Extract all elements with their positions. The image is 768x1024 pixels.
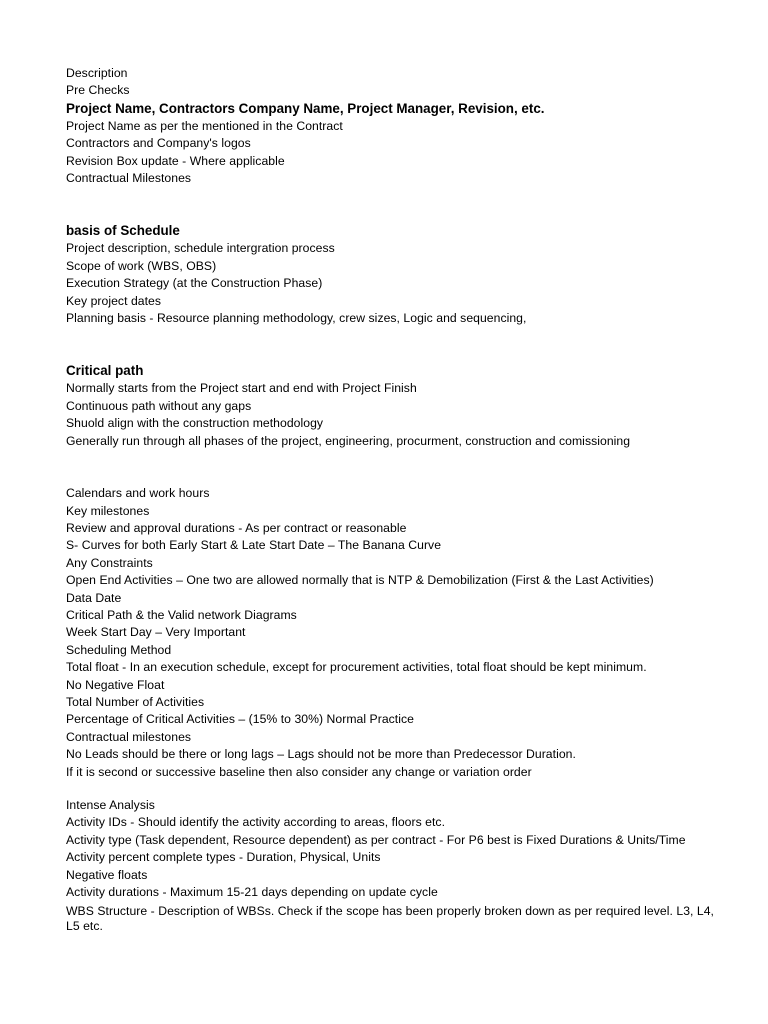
list-item: Calendars and work hours [66, 486, 210, 501]
description-label: Description [66, 66, 128, 80]
list-item: Total Number of Activities [66, 694, 205, 709]
wbs-structure-paragraph: WBS Structure - Description of WBSs. Check if the scope has been properly broken down as per required level. L3, L4, L5 etc. [66, 904, 714, 934]
list-item: Execution Strategy (at the Construction Phase) [66, 276, 323, 291]
list-item: Revision Box update - Where applicable [66, 153, 285, 168]
section-heading-basis-of-schedule: basis of Schedule [66, 223, 180, 239]
list-item: Project Name as per the mentioned in the Contract [66, 118, 343, 133]
list-item: Data Date [66, 590, 122, 605]
list-item: Total float - In an execution schedule, except for procurement activities, total float should be kept minimum. [66, 660, 647, 675]
list-item: Scheduling Method [66, 642, 172, 657]
spacer [66, 327, 726, 362]
list-item: If it is second or successive baseline then also consider any change or variation order [66, 764, 532, 779]
list-item: Open End Activities – One two are allowed normally that is NTP & Demobilization (First & the Last Activities) [66, 573, 654, 588]
list-item: Key milestones [66, 503, 150, 518]
list-item: Review and approval durations - As per contract or reasonable [66, 520, 407, 535]
list-item: Continuous path without any gaps [66, 398, 252, 413]
list-item: Week Start Day – Very Important [66, 625, 246, 640]
list-item: Normally starts from the Project start and end with Project Finish [66, 381, 417, 396]
list-item: No Negative Float [66, 677, 165, 692]
spacer [66, 450, 726, 485]
list-item: Contractual milestones [66, 729, 192, 744]
list-item: Planning basis - Resource planning methodology, crew sizes, Logic and sequencing, [66, 311, 527, 326]
list-item: Percentage of Critical Activities – (15% to 30%) Normal Practice [66, 712, 414, 727]
list-item: Activity durations - Maximum 15-21 days depending on update cycle [66, 885, 438, 900]
list-item: Contractors and Company's logos [66, 136, 251, 151]
list-item: No Leads should be there or long lags – Lags should not be more than Predecessor Duration. [66, 747, 576, 762]
list-item: Generally run through all phases of the project, engineering, procurment, construction and comissioning [66, 433, 631, 448]
list-item: Shuold align with the construction methodology [66, 416, 324, 431]
list-item: Activity type (Task dependent, Resource dependent) as per contract - For P6 best is Fixed Durations & Units/Time [66, 832, 686, 847]
list-item: Project description, schedule intergration process [66, 241, 335, 256]
pre-checks-label: Pre Checks [66, 83, 130, 98]
document-page [66, 65, 726, 934]
list-item: Any Constraints [66, 555, 153, 570]
spacer [66, 187, 726, 222]
list-item: Activity IDs - Should identify the activity according to areas, floors etc. [66, 815, 446, 830]
list-item: Negative floats [66, 867, 148, 882]
list-item: Key project dates [66, 293, 162, 308]
spacer [66, 781, 726, 797]
list-item: Scope of work (WBS, OBS) [66, 258, 217, 273]
section-heading-intense-analysis: Intense Analysis [66, 798, 155, 812]
section-heading-project-name: Project Name, Contractors Company Name, Project Manager, Revision, etc. [66, 100, 545, 116]
list-item: Activity percent complete types - Duration, Physical, Units [66, 850, 381, 865]
list-item: Contractual Milestones [66, 171, 192, 186]
section-heading-critical-path: Critical path [66, 363, 144, 379]
list-item: Critical Path & the Valid network Diagrams [66, 607, 297, 622]
list-item: S- Curves for both Early Start & Late Start Date – The Banana Curve [66, 538, 442, 553]
